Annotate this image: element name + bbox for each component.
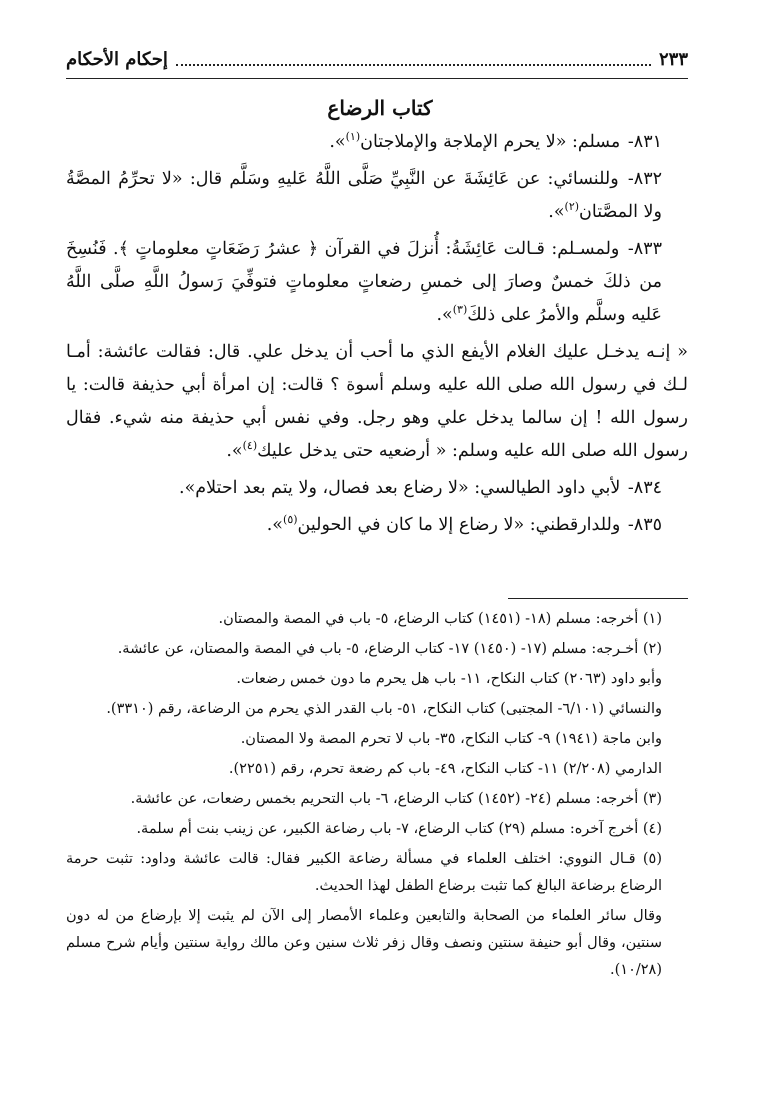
- footnote: والنسائي (٦/١٠١- المجتبى) كتاب النكاح، ٥١- باب القدر الذي يحرم من الرضاعة، رقم (٣٣١٠).: [106, 701, 662, 717]
- entry-number: ٨٣٤-: [627, 478, 662, 498]
- footnote: (٥) قـال النووي: اختلف العلماء في مسألة رضاعة الكبير فقال: قالت عائشة وداود: تثبت حرمة الرضاع برضاعة البالغ كما تثبت برضاع الطفل لهذا الحديث.: [66, 851, 662, 894]
- quote-text: « إنـه يدخـل عليك الغلام الأيفع الذي ما أحب أن يدخل علي. قال: فقالت عائشة: أمـا لـك في رسول الله صلى الله عليه وسلم أسوة ؟ قالت: إن امرأة أبي حذيفة قالت: يا رسول الله ! إن سالما يدخل علي وهو رجل. وفي نفس أبي حذيفة منه شيء. فقال رسول الله صلى الله عليه وسلم: « أرضعيه حتى يدخل عليك: [66, 342, 688, 461]
- footnote: (٢) أخـرجه: مسلم (١٧- (١٤٥٠) ١٧- كتاب الرضاع، ٥- باب في المصة والمصتان، عن عائشة.: [117, 641, 662, 657]
- entry-text: مسلم: «لا يحرم الإملاجة والإملاجتان: [360, 132, 621, 152]
- entry-text: لأبي داود الطيالسي: «لا رضاع بعد فصال، ولا يتم بعد احتلام».: [179, 478, 621, 498]
- entry-number: ٨٣٣-: [627, 239, 662, 259]
- entry-text: وللنسائي: عن عَائِشَةَ عن النَّبِيِّ صَلَّى اللَّهُ عَليهِ وسَلَّم قال: «لا تحرِّمُ المصَّةُ ولا المصَّتان: [66, 169, 662, 222]
- footnote-separator: [508, 598, 688, 599]
- footnote-ref: (٥): [283, 513, 298, 527]
- footnote: وقال سائر العلماء من الصحابة والتابعين وعلماء الأمصار إلى الآن لم يثبت إلا بإرضاع من له دون سنتين، وقال أبو حنيفة سنتين ونصف وقال زفر ثلاث سنين وعن مالك رواية سنتين وأيام شرح مسلم (١٠/٢٨).: [66, 908, 662, 978]
- hadith-entry: [66, 126, 688, 159]
- header-rule: [66, 78, 688, 79]
- footnote-ref: (٢): [564, 200, 580, 214]
- hadith-entry: [66, 472, 688, 505]
- footnote-ref: (٤): [242, 439, 258, 453]
- running-title: إحكام الأحكام: [66, 48, 168, 70]
- entry-close: ».: [548, 202, 565, 222]
- entry-number: ٨٣١-: [627, 132, 662, 152]
- entry-close: ».: [436, 305, 453, 325]
- hadith-entry: [66, 233, 688, 332]
- footnote: وأبو داود (٢٠٦٣) كتاب النكاح، ١١- باب هل يحرم ما دون خمس رضعات.: [236, 671, 662, 687]
- footnotes: [66, 606, 688, 987]
- quote-close: ».: [226, 441, 243, 461]
- main-text: [66, 126, 688, 546]
- footnote: وابن ماجة (١٩٤١) ٩- كتاب النكاح، ٣٥- باب لا تحرم المصة ولا المصتان.: [240, 731, 662, 747]
- hadith-entry: [66, 509, 688, 542]
- footnote: الدارمي (٢/٢٠٨) ١١- كتاب النكاح، ٤٩- باب كم رضعة تحرم، رقم (٢٢٥١).: [228, 761, 662, 777]
- footnote-ref: (١): [345, 130, 361, 144]
- footnote: (٤) أخرج آخره: مسلم (٢٩) كتاب الرضاع، ٧- باب رضاعة الكبير، عن زينب بنت أم سلمة.: [136, 821, 662, 837]
- entry-number: ٨٣٥-: [627, 515, 662, 535]
- running-header: [66, 44, 688, 74]
- footnote: (٣) أخرجه: مسلم (٢٤- (١٤٥٢) كتاب الرضاع، ٦- باب التحريم بخمس رضعات، عن عائشة.: [130, 791, 662, 807]
- entry-number: ٨٣٢-: [627, 169, 662, 189]
- footnote: (١) أخرجه: مسلم (١٨- (١٤٥١) كتاب الرضاع، ٥- باب في المصة والمصتان.: [218, 611, 662, 627]
- entry-text: ولمسـلم: قـالت عَائِشَةُ: أُنزلَ في القرآن ﴿ عشرُ رَضَعَاتٍ معلوماتٍ ﴾. فَنُسِخَ من ذلكَ خمسٌ وصارَ إلى خمسِ رضعاتٍ معلوماتٍ فتوفِّيَ رَسولُ اللَّهِ صلَّى اللَّهُ عَليه وسلَّم والأمرُ على ذلكَ: [66, 239, 662, 325]
- page-number: ٢٣٣: [658, 48, 688, 70]
- section-title: كتاب الرضاع: [327, 96, 433, 120]
- footnote-ref: (٣): [452, 303, 468, 317]
- header-leader-dots: [176, 52, 651, 66]
- entry-close: ».: [329, 132, 346, 152]
- entry-close: ».: [266, 515, 284, 535]
- quote-paragraph: [66, 336, 688, 468]
- entry-text: وللدارقطني: «لا رضاع إلا ما كان في الحولين: [297, 515, 621, 535]
- hadith-entry: [66, 163, 688, 229]
